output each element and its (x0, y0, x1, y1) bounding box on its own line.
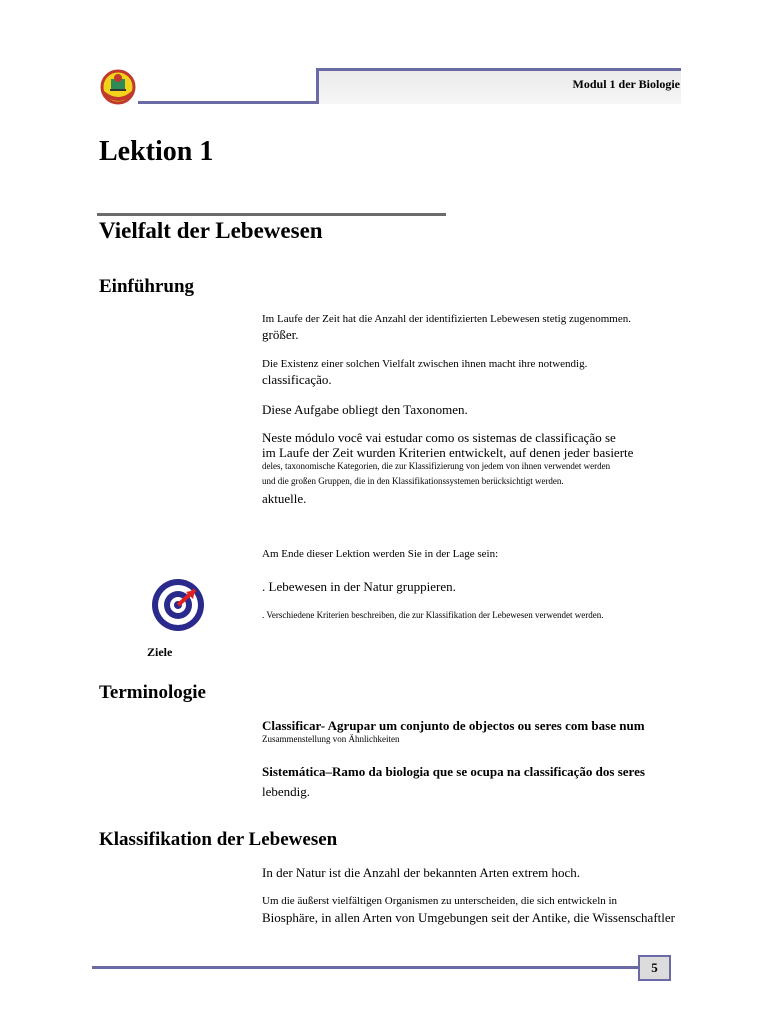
module-title: Modul 1 der Biologie (572, 77, 680, 91)
term-1-sub: Zusammenstellung von Ähnlichkeiten (262, 734, 400, 744)
intro-p1-line2: größer. (262, 327, 299, 342)
target-icon (151, 578, 205, 632)
coat-of-arms-icon (98, 69, 138, 105)
intro-p4-line5: aktuelle. (262, 491, 307, 506)
intro-p4-line2: im Laufe der Zeit wurden Kriterien entwickelt, auf denen jeder basierte (262, 445, 634, 460)
classification-p2-line1: Um die äußerst vielfältigen Organismen zu unterscheiden, die sich entwickeln in (262, 895, 618, 907)
lesson-label: Lektion 1 (99, 136, 214, 167)
term-1-main: Classificar- Agrupar um conjunto de objectos ou seres com base num (262, 718, 645, 733)
section-heading-classification: Klassifikation der Lebewesen (99, 829, 338, 850)
classification-p1: In der Natur ist die Anzahl der bekannten Arten extrem hoch. (262, 865, 581, 880)
goal-item-1: . Lebewesen in der Natur gruppieren. (262, 579, 456, 594)
footer-rule (92, 966, 640, 969)
title-rule (97, 213, 446, 216)
goals-lead: Am Ende dieser Lektion werden Sie in der Lage sein: (262, 548, 499, 560)
goals-label: Ziele (147, 645, 173, 659)
intro-p4-line3: deles, taxonomische Kategorien, die zur Klassifizierung von jedem von ihnen verwendet werden (262, 461, 611, 471)
intro-p2-line1: Die Existenz einer solchen Vielfalt zwischen ihnen macht ihre notwendig. (262, 358, 588, 370)
intro-p4-line4: und die großen Gruppen, die in den Klassifikationssystemen berücksichtigt werden. (262, 476, 564, 486)
intro-p2-line2: classificação. (262, 372, 332, 387)
goal-item-2: . Verschiedene Kriterien beschreiben, die zur Klassifikation der Lebewesen verwendet werden. (262, 610, 604, 620)
term-2-sub: lebendig. (262, 784, 311, 799)
page-title: Vielfalt der Lebewesen (99, 218, 323, 243)
section-heading-intro: Einführung (99, 276, 195, 297)
term-2-main: Sistemática–Ramo da biologia que se ocupa na classificação dos seres (262, 764, 645, 779)
section-heading-terminology: Terminologie (99, 682, 206, 703)
intro-p1-line1: Im Laufe der Zeit hat die Anzahl der identifizierten Lebewesen stetig zugenommen. (262, 313, 631, 325)
page-number: 5 (638, 955, 671, 981)
intro-p3: Diese Aufgabe obliegt den Taxonomen. (262, 402, 468, 417)
header-rule (138, 101, 318, 104)
classification-p2-line2: Biosphäre, in allen Arten von Umgebungen seit der Antike, die Wissenschaftler (262, 910, 675, 925)
intro-p4-line1: Neste módulo você vai estudar como os sistemas de classificação se (262, 430, 616, 445)
